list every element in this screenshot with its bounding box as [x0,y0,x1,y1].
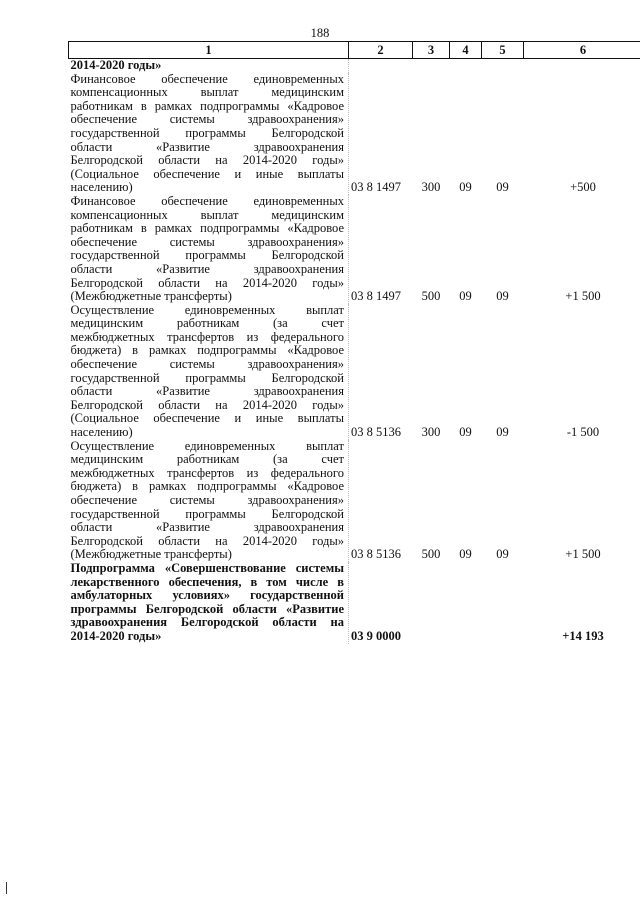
table-row [69,73,640,195]
row-description [69,304,349,440]
row-description [69,440,349,562]
description-line: государственной программы Белгородской [70,506,344,521]
description-line: обеспечение системы здравоохранения» [70,234,344,249]
description-line: области «Развитие здравоохранения [70,261,344,276]
table-row [69,304,640,440]
description-line: государственной программы Белгородской [70,125,344,140]
description-line: (Социальное обеспечение и иные выплаты [70,411,344,426]
description-line: обеспечение системы здравоохранения» [70,493,344,507]
table-row [69,195,640,304]
table-row [69,59,640,73]
description-line: населению) [70,180,133,195]
row-expense-type: 500 [421,289,441,304]
row-section: 09 [459,547,472,562]
description-line: обеспечение системы здравоохранения» [70,112,344,127]
row-amount: +1 500 [565,289,601,304]
row-amount: -1 500 [566,425,600,440]
row-code: 03 8 1497 [351,180,401,195]
description-line: компенсационных выплат медицинским [70,85,344,100]
row-expense-type: 300 [421,180,441,195]
table-header [69,42,640,59]
description-line: области «Развитие здравоохранения [70,139,344,154]
table-row [69,562,640,644]
description-line: государственной программы Белгородской [70,370,344,385]
description-line: медицинским работникам (за счет [70,452,344,467]
row-code: 03 9 0000 [351,628,401,643]
row-subsection: 09 [496,547,509,562]
description-line: Белгородской области на 2014-2020 годы» [70,533,344,548]
description-line: здравоохранения Белгородской области на [70,615,344,630]
row-description [69,562,349,644]
description-line: населению) [70,425,133,440]
description-line: области «Развитие здравоохранения [70,520,344,535]
description-line: межбюджетных трансфертов из федерального [70,329,344,344]
description-line: Белгородской области на 2014-2020 годы» [70,397,344,412]
row-amount: +14 193 [562,628,604,643]
description-line: (Межбюджетные трансферты) [70,289,232,304]
description-line: Осуществление единовременных выплат [70,302,344,317]
description-line: работникам в рамках подпрограммы «Кадровое [70,221,344,236]
header-col-1: 1 [69,42,349,59]
description-line: медицинским работникам (за счет [70,316,344,331]
page-number: 188 [310,26,330,40]
description-line: Белгородской области на 2014-2020 годы» [70,153,344,168]
row-expense-type: 500 [421,547,441,562]
row-code: 03 8 1497 [351,289,401,304]
description-line: работникам в рамках подпрограммы «Кадровое [70,98,344,113]
description-line: амбулаторных условиях» государственной [70,588,344,603]
description-line: обеспечение системы здравоохранения» [70,357,344,372]
description-line: Осуществление единовременных выплат [70,438,344,453]
description-line: бюджета) в рамках подпрограммы «Кадровое [70,479,344,494]
row-subsection [482,59,524,73]
budget-table [68,41,640,644]
description-line: Подпрограмма «Совершенствование системы [70,560,344,575]
description-line: компенсационных выплат медицинским [70,207,344,222]
row-code [349,59,413,73]
description-line: 2014-2020 годы» [70,58,162,72]
description-line: межбюджетных трансфертов из федерального [70,465,344,480]
table-row [69,440,640,562]
row-section [450,562,482,644]
row-subsection [482,562,524,644]
row-expense-type [413,562,450,644]
description-line: (Межбюджетные трансферты) [70,547,232,562]
description-line: области «Развитие здравоохранения [70,384,344,399]
row-amount: +1 500 [565,547,601,562]
row-description [69,59,349,73]
row-amount: +500 [570,180,596,195]
row-code: 03 8 5136 [351,547,401,562]
description-line: государственной программы Белгородской [70,248,344,263]
row-section: 09 [459,180,472,195]
description-line: бюджета) в рамках подпрограммы «Кадровое [70,343,344,358]
row-section [450,59,482,73]
header-col-6: 6 [524,42,640,59]
description-line: Финансовое обеспечение единовременных [70,193,344,208]
row-subsection: 09 [496,425,509,440]
header-row [69,42,640,59]
row-section: 09 [459,425,472,440]
description-line: программы Белгородской области «Развитие [70,601,344,616]
row-code: 03 8 5136 [351,425,401,440]
header-col-2: 2 [349,42,413,59]
header-col-4: 4 [450,42,482,59]
description-line: 2014-2020 годы» [70,628,162,643]
row-section: 09 [459,289,472,304]
description-line: (Социальное обеспечение и иные выплаты [70,166,344,181]
description-line: Финансовое обеспечение единовременных [70,71,344,86]
margin-mark [6,882,7,894]
row-description [69,195,349,304]
description-line: лекарственного обеспечения, в том числе в [70,574,344,589]
header-col-3: 3 [413,42,450,59]
row-subsection: 09 [496,289,509,304]
header-col-5: 5 [482,42,524,59]
row-expense-type: 300 [421,425,441,440]
row-description [69,73,349,195]
row-subsection: 09 [496,180,509,195]
table-body [69,59,640,644]
row-expense-type [413,59,450,73]
row-amount [524,59,640,73]
description-line: Белгородской области на 2014-2020 годы» [70,275,344,290]
